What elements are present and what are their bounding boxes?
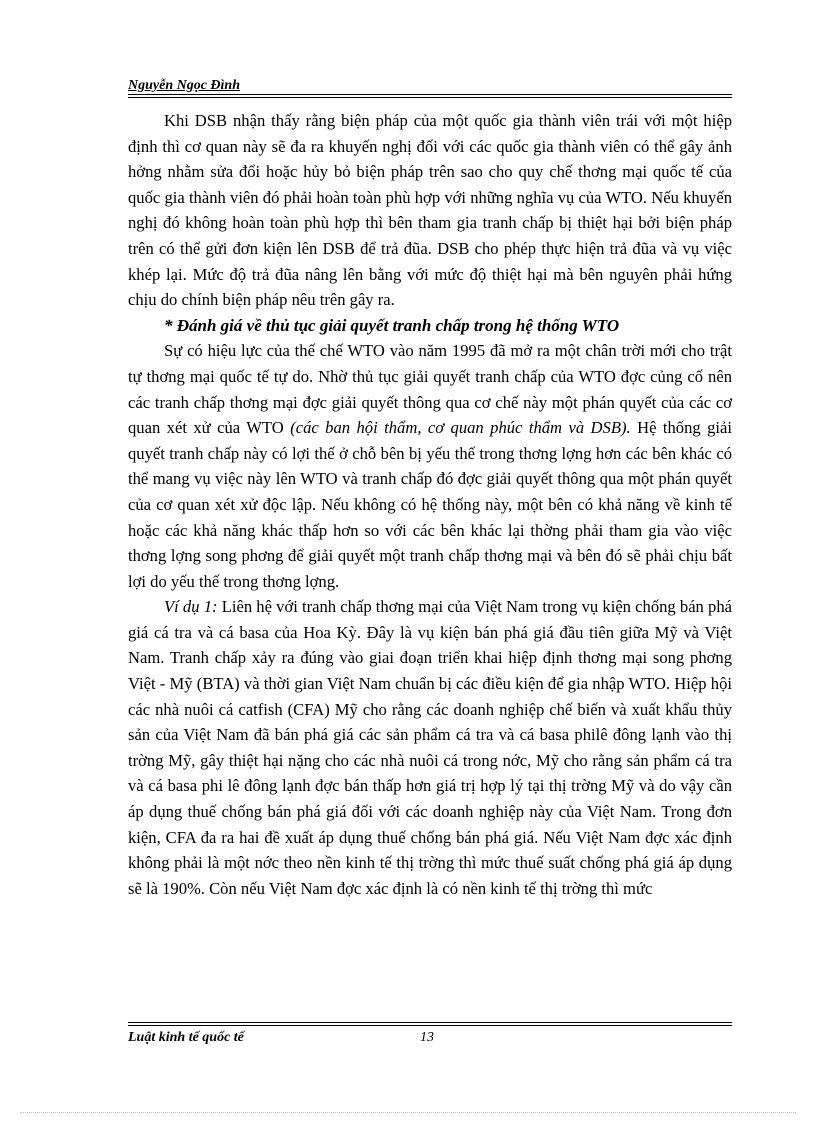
page-edge-divider (20, 1112, 796, 1113)
paragraph-evaluation (128, 338, 732, 594)
footer-rule (128, 1022, 732, 1026)
example-label: Ví dụ 1: (164, 597, 218, 617)
paragraph-dsb-recommendation: Khi DSB nhận thấy rằng biện pháp của một quốc gia thành viên trái với một hiệp định thì cơ quan này sẽ đa ra khuyến nghị đối với các quốc gia thành viên có thể gây ảnh hởng nhằm sửa đổi hoặc hủy bỏ biện pháp trên sao cho quy chế thơng mại quốc tế của quốc gia thành viên đó phải hoàn toàn phù hợp với những nghĩa vụ của WTO. Nếu khuyến nghị đó không hoàn toàn phù hợp thì bên tham gia tranh chấp bị thiệt hại bởi biện pháp trên có thể gửi đơn kiện lên DSB để trả đũa. DSB cho phép thực hiện trả đũa và vụ việc khép lại. Mức độ trả đũa nâng lên bằng với mức độ thiệt hại mà bên nguyên phải hứng chịu do chính biện pháp nêu trên gây ra. (128, 111, 732, 310)
page-body (128, 108, 732, 901)
author-name: Nguyễn Ngọc Đình (128, 78, 241, 93)
footer-subject: Luật kinh tế quốc tế (128, 1030, 244, 1045)
paragraph-example-1 (128, 594, 732, 901)
paragraph-evaluation-part2: Hệ thống giải quyết tranh chấp này có lợi thế ở chỗ bên bị yếu thế trong thơng lợng hơn các bên khác có thể mang vụ việc này lên WTO và tranh chấp đó đợc giải quyết thông qua một phán quyết của cơ quan xét xử độc lập. Nếu không có hệ thống này, một bên có khả năng về kinh tế hoặc các khả năng khác thấp hơn so với các bên khác lại thờng phải tham gia vào việc thơng lợng song phơng để giải quyết một tranh chấp thơng mại và bên đó sẽ phải chịu bất lợi do yếu thế trong thơng lợng. (128, 418, 732, 591)
paragraph-evaluation-italic: (các ban hội thẩm, cơ quan phúc thẩm và DSB). (290, 418, 631, 438)
header-rule (128, 94, 732, 98)
section-heading: * Đánh giá về thủ tục giải quyết tranh chấp trong hệ thống WTO (164, 315, 620, 335)
example-text: Liên hệ với tranh chấp thơng mại của Việt Nam trong vụ kiện chống bán phá giá cá tra và cá basa của Hoa Kỳ. Đây là vụ kiện bán phá giá đầu tiên giữa Mỹ và Việt Nam. Tranh chấp xảy ra đúng vào giai đoạn triển khai hiệp định thơng mại song phơng Việt - Mỹ (BTA) và thời gian Việt Nam chuẩn bị các điều kiện để gia nhập WTO. Hiệp hội các nhà nuôi cá catfish (CFA) Mỹ cho rằng các doanh nghiệp chế biến và xuất khẩu thủy sản của Việt Nam đã bán phá giá các sản phẩm cá tra và cá basa philê đông lạnh vào thị trờng Mỹ, gây thiệt hại nặng cho các nhà nuôi cá trong nớc, Mỹ cho rằng sản phẩm cá tra và cá basa phi lê đông lạnh đợc bán thấp hơn giá trị hợp lý tại thị trờng Mỹ và do vậy cần áp dụng thuế chống bán phá giá đối với các doanh nghiệp này của Việt Nam. Trong đơn kiện, CFA đa ra hai đề xuất áp dụng thuế chống bán phá giá. Nếu Việt Nam đợc xác định không phải là một nớc theo nền kinh tế thị trờng thì mức thuế suất chống phá giá áp dụng sẽ là 190%. Còn nếu Việt Nam đợc xác định là có nền kinh tế thị trờng thì mức (128, 597, 732, 898)
page-header (128, 78, 732, 94)
paragraph-evaluation-part1: Sự có hiệu lực của thế chế WTO vào năm 1995 đã mở ra một chân trời mới cho trật tự thơng mại quốc tế tự do. Nhờ thủ tục giải quyết tranh chấp của WTO đợc củng cố nên các tranh chấp thơng mại đợc giải quyết thông qua cơ chế này một phán quyết của các cơ quan xét xử của WTO (128, 341, 732, 438)
page-number: 13 (420, 1030, 434, 1045)
